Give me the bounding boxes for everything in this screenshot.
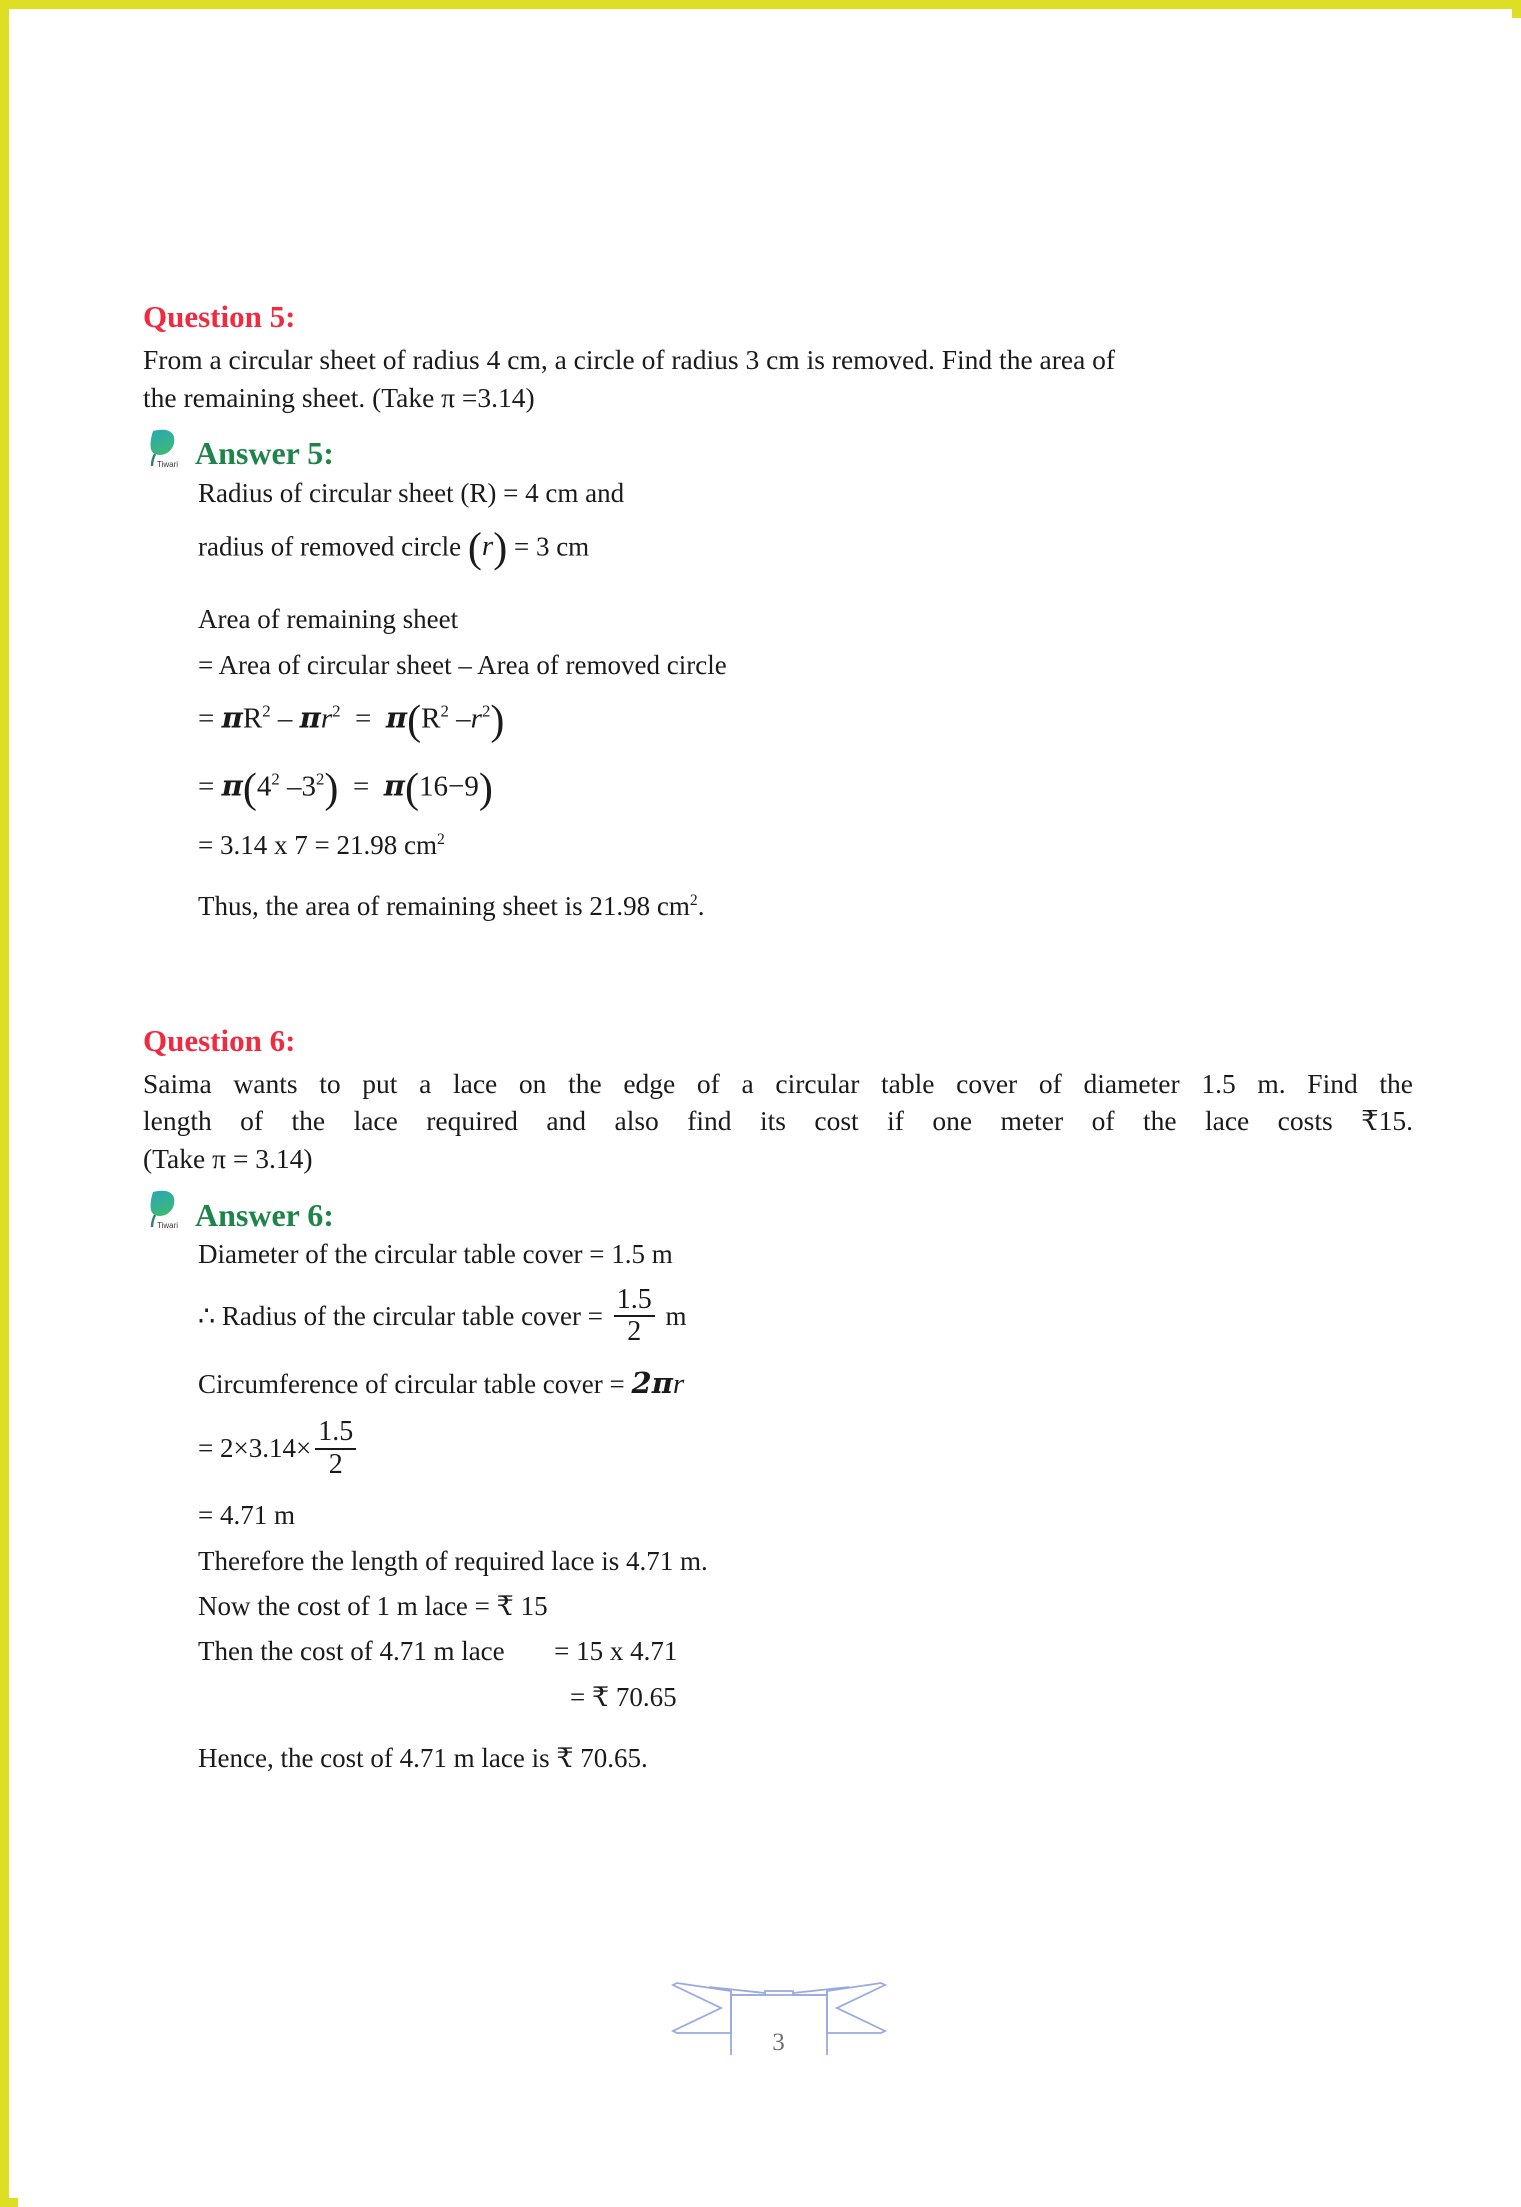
eq1-exp-3: 2	[440, 701, 449, 721]
eq2-equals-1: =	[198, 769, 215, 802]
page-sheet	[18, 18, 1521, 2207]
eq2-pi-2: π	[383, 767, 406, 802]
answer-6-line-2-pre: ∴ Radius of the circular table cover =	[198, 1300, 603, 1331]
question-6-text	[143, 1065, 1413, 1179]
answer-5-equation-1: = $\pi R^2 - \pi r^2 = \pi(R^2$ $-r^2$)	[198, 698, 505, 745]
answer-6-conclusion: Hence, the cost of 4.71 m lace is ₹ 70.65.	[198, 1743, 648, 1774]
eq1-R-2: R	[421, 702, 441, 735]
answer-5-equation-3-text: = 3.14 x 7 = 21.98 cm	[198, 829, 437, 860]
tiwari-leaf-logo-icon	[143, 1188, 189, 1230]
answer-5-line-2-pre: radius of removed circle	[198, 531, 462, 562]
question-6-text-line-2: length of the lace required and also find its cost if one meter of the lace costs ₹15.	[143, 1105, 1413, 1137]
eq1-equals-2: =	[355, 702, 372, 735]
eq1-r-2: r	[470, 702, 482, 735]
eq1-r-1: r	[320, 702, 333, 735]
eq2-minus: –	[287, 769, 302, 802]
answer-5-line-4: = Area of circular sheet – Area of removed circle	[198, 649, 727, 680]
eq2-b-exp: 2	[316, 769, 325, 789]
eq2-a: 4	[256, 769, 272, 802]
circumference-fraction-numerator: 1.5	[318, 1416, 354, 1448]
answer-6-line-6: Therefore the length of required lace is 4.71 m.	[198, 1545, 708, 1576]
answer-6-line-7: Now the cost of 1 m lace = ₹ 15	[198, 1591, 548, 1622]
answer-5-heading-row	[143, 427, 1413, 472]
answer-5-equation-3-exp: 2	[436, 830, 445, 848]
question-6-block	[143, 1022, 1413, 1782]
question-5-block	[143, 298, 1413, 930]
document-content	[143, 298, 1413, 1782]
answer-5-conclusion-period: .	[697, 891, 705, 922]
section-gap	[143, 930, 1413, 1022]
eq1-exp-1: 2	[262, 701, 271, 721]
page-number: 3	[772, 2029, 785, 2056]
eq1-exp-2: 2	[332, 701, 341, 721]
question-6-text-line-1: Saima wants to put a lace on the edge of a circular table cover of diameter 1.5 m. Find the	[143, 1067, 1413, 1099]
footer-ribbon-banner	[669, 1973, 889, 2068]
formula-2: 2	[631, 1365, 652, 1400]
question-5-text-line-2: the remaining sheet. (Take π =3.14)	[143, 381, 535, 413]
eq1-pi-2: π	[299, 700, 321, 735]
eq1-exp-4: 2	[481, 701, 491, 721]
eq1-pi-1: π	[221, 700, 243, 735]
answer-5-line-2-post: = 3 cm	[513, 531, 590, 562]
answer-5-body	[143, 471, 1413, 930]
eq1-equals-1: =	[198, 702, 215, 735]
eq2-result: 16−9	[419, 769, 479, 802]
question-6-heading: Question 6:	[143, 1022, 296, 1058]
answer-5-equation-2: = $\pi(4^2$ $-3^2) = \pi(16-9)$	[198, 765, 493, 812]
answer-5-line-2-var-group: (r)	[467, 526, 508, 573]
answer-6-line-8-left: Then the cost of 4.71 m lace	[198, 1636, 505, 1667]
question-5-text	[143, 341, 1413, 417]
page-footer	[18, 1973, 1521, 2068]
answer-5-line-2	[198, 516, 1413, 583]
answer-6-line-2	[198, 1278, 1413, 1359]
svg-text:Tiwari: Tiwari	[157, 459, 179, 469]
formula-pi: π	[651, 1365, 673, 1400]
eq2-b: 3	[301, 769, 317, 802]
answer-6-heading: Answer 6:	[195, 1196, 334, 1233]
answer-6-line-8-right: = 15 x 4.71	[554, 1636, 678, 1667]
formula-r: r	[672, 1367, 685, 1400]
circumference-formula	[631, 1365, 685, 1400]
question-5-text-line-1: From a circular sheet of radius 4 cm, a circle of radius 3 cm is removed. Find the area of	[143, 343, 1116, 375]
answer-5-line-1: Radius of circular sheet (R) = 4 cm and	[198, 477, 625, 508]
radius-fraction	[614, 1283, 655, 1348]
eq1-pi-3: π	[385, 700, 408, 735]
answer-6-body	[143, 1232, 1413, 1781]
question-5-heading: Question 5:	[143, 299, 296, 334]
eq1-R-1: R	[242, 702, 263, 735]
eq2-a-exp: 2	[271, 769, 280, 789]
svg-text:Tiwari: Tiwari	[157, 1221, 179, 1231]
radius-fraction-numerator: 1.5	[616, 1283, 652, 1315]
answer-5-heading: Answer 5:	[195, 435, 334, 472]
tiwari-leaf-logo-icon	[143, 427, 189, 469]
answer-6-line-9: = ₹ 70.65	[570, 1681, 677, 1712]
eq1-minus-2: –	[456, 702, 471, 735]
circumference-fraction-denominator: 2	[328, 1448, 343, 1480]
answer-6-line-1: Diameter of the circular table cover = 1.5 m	[198, 1239, 673, 1270]
answer-6-line-4	[198, 1408, 1413, 1493]
answer-5-conclusion-exp: 2	[689, 892, 698, 910]
radius-fraction-denominator: 2	[627, 1316, 642, 1348]
answer-5-line-3: Area of remaining sheet	[198, 604, 459, 635]
question-6-text-line-3: (Take π = 3.14)	[143, 1143, 313, 1175]
answer-5-equation-3	[198, 823, 1413, 868]
answer-5-var-r: r	[481, 530, 494, 563]
answer-5-conclusion-text: Thus, the area of remaining sheet is 21.98 cm	[198, 891, 690, 922]
answer-6-line-5: = 4.71 m	[198, 1500, 295, 1531]
answer-6-line-8	[198, 1629, 1413, 1674]
eq2-pi-1: π	[221, 767, 243, 802]
answer-6-line-3	[198, 1359, 1413, 1408]
circumference-fraction	[315, 1418, 356, 1479]
answer-6-heading-row	[143, 1188, 1413, 1233]
answer-5-conclusion	[198, 884, 1413, 929]
eq2-equals-2: =	[352, 769, 370, 802]
answer-6-line-3-pre: Circumference of circular table cover =	[198, 1368, 625, 1399]
answer-6-line-2-post: m	[665, 1300, 687, 1331]
eq1-minus: –	[277, 702, 293, 735]
answer-6-line-4-pre: = 2×3.14×	[198, 1432, 312, 1463]
